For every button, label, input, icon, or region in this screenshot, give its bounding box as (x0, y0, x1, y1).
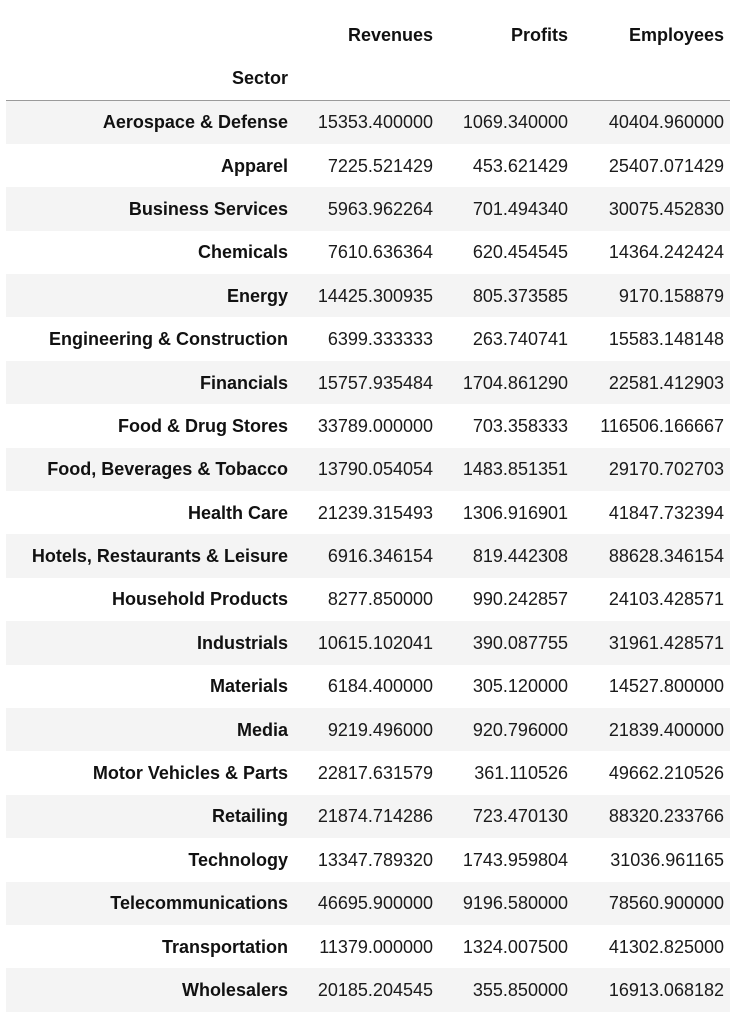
index-name-sector: Sector (6, 56, 294, 101)
table-header (6, 14, 730, 101)
cell-profits: 390.087755 (472, 632, 568, 653)
cell-revenues: 21239.315493 (317, 502, 433, 523)
row-label-sector: Retailing (211, 806, 288, 827)
column-header-revenues: Revenues (347, 25, 433, 45)
cell-employees: 116506.166667 (600, 415, 724, 436)
row-label-sector: Food, Beverages & Tobacco (47, 459, 288, 480)
table-row (6, 882, 730, 925)
cell-revenues: 7225.521429 (327, 155, 433, 176)
empty-header-cell (574, 56, 730, 101)
empty-header-cell (294, 56, 439, 101)
row-label-sector: Business Services (128, 198, 288, 219)
cell-profits: 361.110526 (474, 763, 568, 784)
cell-revenues: 13347.789320 (317, 849, 433, 870)
row-label-sector: Materials (209, 676, 288, 697)
cell-profits: 1483.851351 (462, 459, 568, 480)
empty-header-cell (439, 56, 574, 101)
cell-revenues: 14425.300935 (317, 285, 433, 306)
cell-employees: 22581.412903 (608, 372, 724, 393)
row-label-sector: Industrials (196, 632, 288, 653)
row-label-sector: Wholesalers (181, 980, 288, 1000)
sector-summary-table (6, 14, 730, 1012)
table-row (6, 144, 730, 187)
cell-employees: 25407.071429 (608, 155, 724, 176)
cell-revenues: 6184.400000 (327, 676, 433, 697)
cell-employees: 24103.428571 (608, 589, 724, 610)
cell-employees: 14364.242424 (608, 242, 724, 263)
cell-revenues: 5963.962264 (327, 198, 433, 219)
cell-profits: 990.242857 (472, 589, 568, 610)
cell-employees: 78560.900000 (608, 893, 724, 914)
cell-profits: 453.621429 (472, 155, 568, 176)
cell-profits: 263.740741 (472, 329, 568, 350)
cell-profits: 355.850000 (472, 980, 568, 1000)
table-row (6, 534, 730, 577)
cell-employees: 40404.960000 (608, 112, 724, 133)
row-label-sector: Energy (226, 285, 288, 306)
table-row (6, 665, 730, 708)
cell-revenues: 46695.900000 (317, 893, 433, 914)
cell-revenues: 22817.631579 (317, 763, 433, 784)
table-row (6, 925, 730, 968)
cell-revenues: 15353.400000 (317, 112, 433, 133)
cell-profits: 9196.580000 (462, 893, 568, 914)
table-row (6, 491, 730, 534)
cell-profits: 701.494340 (472, 198, 568, 219)
cell-employees: 21839.400000 (608, 719, 724, 740)
cell-employees: 88320.233766 (608, 806, 724, 827)
cell-employees: 30075.452830 (608, 198, 724, 219)
table-row (6, 274, 730, 317)
row-label-sector: Engineering & Construction (48, 329, 288, 350)
table-row (6, 751, 730, 794)
cell-profits: 805.373585 (472, 285, 568, 306)
column-header-row (6, 14, 730, 56)
row-label-sector: Telecommunications (110, 893, 288, 914)
cell-employees: 16913.068182 (608, 980, 724, 1000)
table-row (6, 968, 730, 1011)
row-label-sector: Food & Drug Stores (118, 415, 288, 436)
cell-profits: 620.454545 (472, 242, 568, 263)
row-label-sector: Aerospace & Defense (102, 112, 288, 133)
table-row (6, 448, 730, 491)
cell-profits: 1306.916901 (462, 502, 568, 523)
table-row (6, 231, 730, 274)
cell-revenues: 33789.000000 (317, 415, 433, 436)
cell-profits: 1704.861290 (462, 372, 568, 393)
cell-employees: 9170.158879 (618, 285, 724, 306)
row-label-sector: Hotels, Restaurants & Leisure (31, 546, 288, 567)
cell-profits: 819.442308 (472, 546, 568, 567)
table-row (6, 361, 730, 404)
row-label-sector: Media (236, 719, 288, 740)
cell-employees: 29170.702703 (608, 459, 724, 480)
row-label-sector: Apparel (220, 155, 288, 176)
row-label-sector: Chemicals (197, 242, 288, 263)
row-label-sector: Motor Vehicles & Parts (92, 763, 288, 784)
cell-revenues: 8277.850000 (327, 589, 433, 610)
cell-revenues: 20185.204545 (317, 980, 433, 1000)
table-row (6, 101, 730, 144)
cell-revenues: 10615.102041 (317, 632, 433, 653)
row-label-sector: Financials (199, 372, 288, 393)
table-row (6, 795, 730, 838)
table-row (6, 404, 730, 447)
index-name-row (6, 56, 730, 101)
cell-employees: 31036.961165 (610, 849, 724, 870)
cell-revenues: 11379.000000 (319, 936, 433, 957)
corner-cell (6, 14, 294, 56)
row-label-sector: Health Care (187, 502, 288, 523)
cell-employees: 15583.148148 (608, 329, 724, 350)
cell-revenues: 6399.333333 (327, 329, 433, 350)
cell-revenues: 13790.054054 (317, 459, 433, 480)
row-label-sector: Household Products (111, 589, 288, 610)
cell-revenues: 21874.714286 (317, 806, 433, 827)
cell-profits: 703.358333 (472, 415, 568, 436)
column-header-profits: Profits (510, 25, 568, 45)
cell-employees: 41847.732394 (608, 502, 724, 523)
row-label-sector: Transportation (161, 936, 288, 957)
cell-employees: 31961.428571 (608, 632, 724, 653)
cell-profits: 305.120000 (472, 676, 568, 697)
table-row (6, 578, 730, 621)
row-label-sector: Technology (188, 849, 288, 870)
cell-employees: 49662.210526 (608, 763, 724, 784)
cell-profits: 1069.340000 (462, 112, 568, 133)
cell-profits: 723.470130 (472, 806, 568, 827)
cell-revenues: 7610.636364 (327, 242, 433, 263)
column-header-employees: Employees (628, 25, 724, 45)
cell-profits: 920.796000 (472, 719, 568, 740)
cell-employees: 14527.800000 (608, 676, 724, 697)
cell-revenues: 15757.935484 (317, 372, 433, 393)
cell-revenues: 6916.346154 (327, 546, 433, 567)
table-body (6, 101, 730, 1012)
table-row (6, 838, 730, 881)
cell-revenues: 9219.496000 (327, 719, 433, 740)
table-row (6, 621, 730, 664)
table-row (6, 708, 730, 751)
cell-profits: 1743.959804 (462, 849, 568, 870)
table-row (6, 187, 730, 230)
cell-employees: 41302.825000 (608, 936, 724, 957)
cell-employees: 88628.346154 (608, 546, 724, 567)
table-row (6, 317, 730, 360)
cell-profits: 1324.007500 (462, 936, 568, 957)
